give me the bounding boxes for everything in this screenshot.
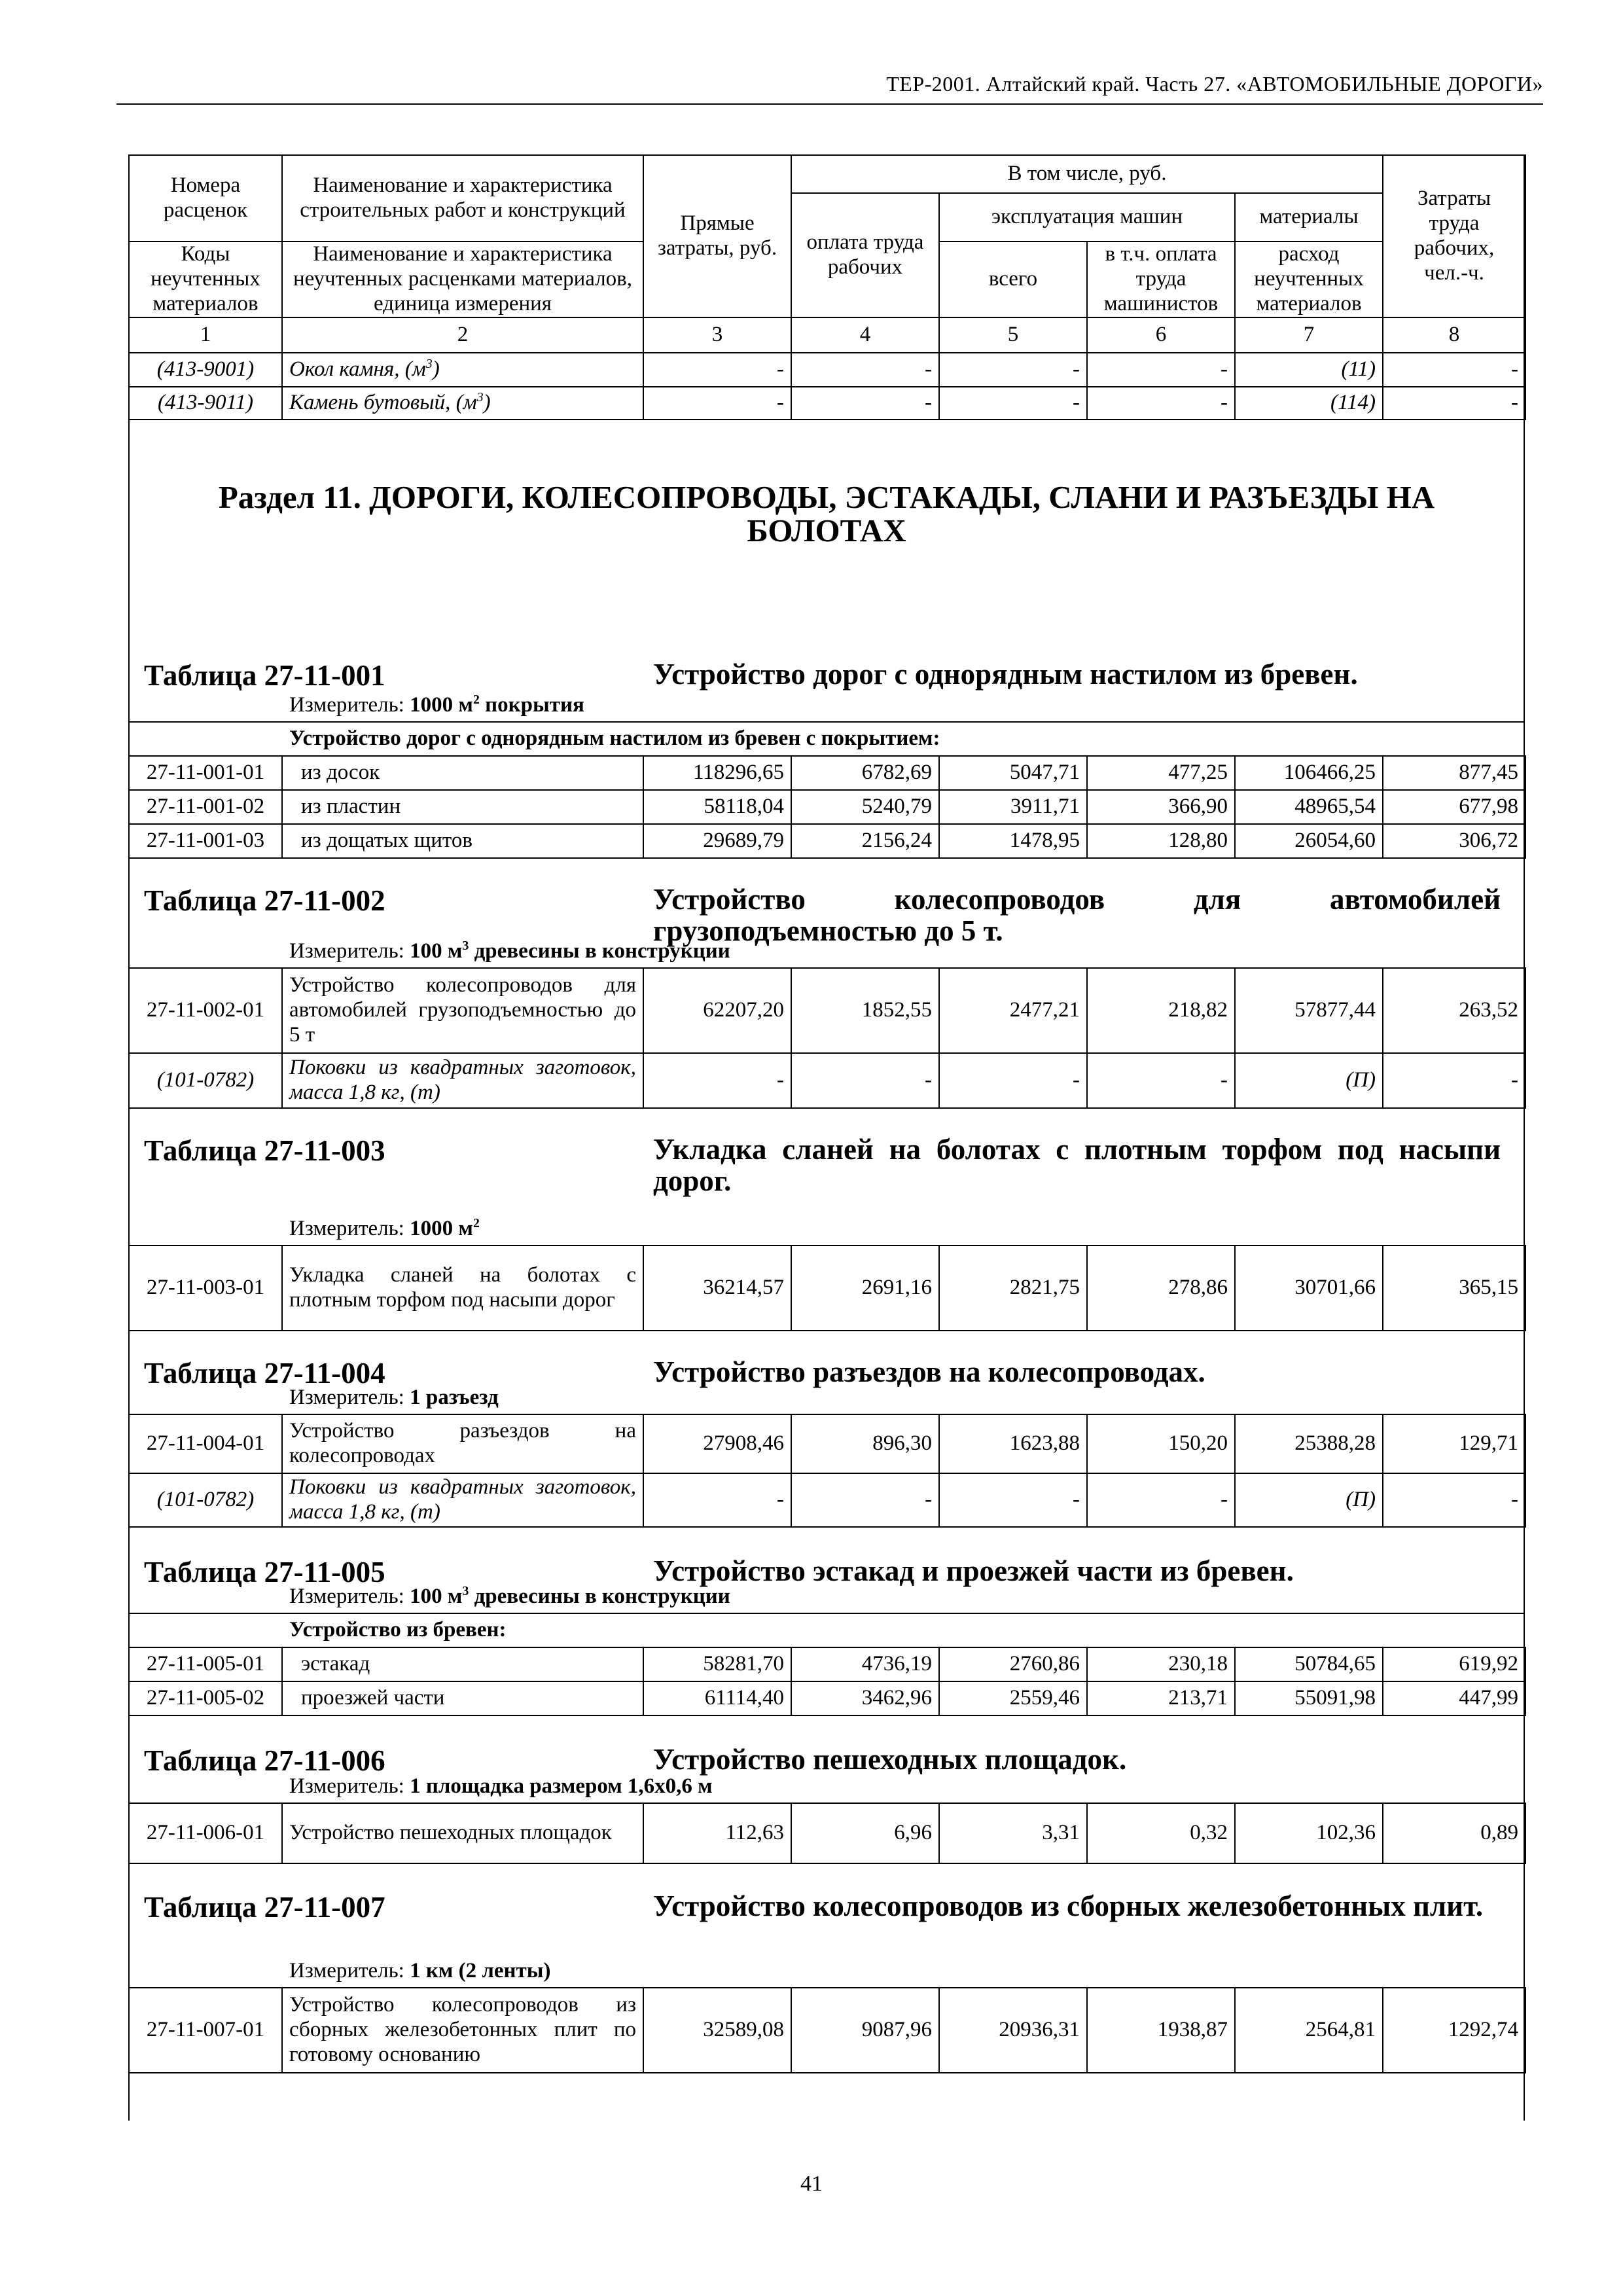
table-27-11-002 [128,967,1526,1109]
table-row [129,387,1525,420]
table-27-11-004 [128,1414,1526,1528]
table-row [129,968,1525,1053]
col-number: 4 [791,317,939,353]
table-subheading: Устройство из бревен: [130,1614,1524,1648]
cell-operators: - [1087,353,1235,387]
table-unit: Измеритель: 1 разъезд [289,1385,499,1409]
cell-direct: 29689,79 [643,824,791,858]
cell-operators: 218,82 [1087,968,1235,1053]
material-code: (413-9011) [129,387,282,420]
material-code: (101-0782) [129,1053,282,1108]
col-number: 6 [1087,317,1235,353]
table-description: Устройство дорог с однорядным настилом из бревен. [653,657,1358,691]
table-row [129,1053,1525,1108]
table-description: Устройство разъездов на колесопроводах. [653,1355,1205,1388]
rate-name: Укладка сланей на болотах с плотным торфом под насыпи дорог [282,1246,643,1331]
col-incl-header: В том числе, руб. [791,155,1383,193]
table-row [129,1988,1525,2073]
table-number: Таблица 27-11-007 [144,1890,385,1924]
material-name: Окол камня, $(м^3)$ [282,353,643,387]
col-number: 1 [129,317,282,353]
cell-labor: 2691,16 [791,1246,939,1331]
col-codes-header: Номера расценок [129,155,282,242]
table-row [129,756,1525,790]
cell-materials: 30701,66 [1235,1246,1383,1331]
rate-name: проезжей части [282,1681,643,1715]
col-number: 8 [1383,317,1525,353]
material-name: Поковки из квадратных заготовок, масса 1,8 кг, (т) [282,1053,643,1108]
cell-machines: 1478,95 [939,824,1087,858]
column-header-table [128,154,1526,420]
table-number: Таблица 27-11-004 [144,1356,385,1390]
material-code: (101-0782) [129,1473,282,1527]
table-description: Устройство эстакад и проезжей части из бревен. [653,1554,1294,1587]
rate-code: 27-11-001-03 [129,824,282,858]
cell-materials: 106466,25 [1235,756,1383,790]
cell-direct: 58281,70 [643,1647,791,1681]
cell-hours: - [1383,1053,1525,1108]
cell-labor: 6782,69 [791,756,939,790]
page-number: 41 [800,2172,823,2196]
cell-machines: - [939,1053,1087,1108]
cell-materials: (11) [1235,353,1383,387]
cell-labor: 9087,96 [791,1988,939,2073]
cell-hours: 619,92 [1383,1647,1525,1681]
cell-materials: 57877,44 [1235,968,1383,1053]
col-number: 3 [643,317,791,353]
cell-direct: 61114,40 [643,1681,791,1715]
cell-materials: 48965,54 [1235,790,1383,824]
rate-code: 27-11-004-01 [129,1414,282,1473]
cell-machines: 3911,71 [939,790,1087,824]
cell-materials: (П) [1235,1053,1383,1108]
cell-hours: 365,15 [1383,1246,1525,1331]
cell-labor: 6,96 [791,1803,939,1863]
cell-materials: 50784,65 [1235,1647,1383,1681]
material-name: Поковки из квадратных заготовок, масса 1,8 кг, (т) [282,1473,643,1527]
col-labor-header: оплата труда рабочих [791,193,939,317]
col-hours-header: Затраты труда рабочих, чел.-ч. [1383,155,1525,317]
table-row [129,1647,1525,1681]
table-27-11-005-heading [130,1526,1524,1614]
rate-name: Устройство колесопроводов для автомобилей грузоподъемностью до 5 т [282,968,643,1053]
table-description: Устройство пешеходных площадок. [653,1742,1127,1776]
running-header [116,69,1543,105]
table-unit: Измеритель: 1000 $м^2$ покрытия [289,692,584,717]
cell-direct: - [643,387,791,420]
rate-name: эстакад [282,1647,643,1681]
rate-name: из досок [282,756,643,790]
rate-code: 27-11-007-01 [129,1988,282,2073]
cell-operators: 150,20 [1087,1414,1235,1473]
cell-direct: - [643,353,791,387]
cell-labor: 3462,96 [791,1681,939,1715]
col-number: 2 [282,317,643,353]
rate-name: Устройство разъездов на колесопроводах [282,1414,643,1473]
col-mat-codes-header: Коды неучтенных материалов [129,242,282,317]
section-title: Раздел 11. ДОРОГИ, КОЛЕСОПРОВОДЫ, ЭСТАКАДЫ, СЛАНИ И РАЗЪЕЗДЫ НА БОЛОТАХ [218,478,1435,549]
cell-machines: 2559,46 [939,1681,1087,1715]
material-name: Камень бутовый, $(м^3)$ [282,387,643,420]
cell-materials: 55091,98 [1235,1681,1383,1715]
cell-materials: (114) [1235,387,1383,420]
cell-materials: 25388,28 [1235,1414,1383,1473]
rate-code: 27-11-001-01 [129,756,282,790]
cell-labor: - [791,1053,939,1108]
col-number: 5 [939,317,1087,353]
cell-machines: 2760,86 [939,1647,1087,1681]
cell-materials: (П) [1235,1473,1383,1527]
cell-hours: 263,52 [1383,968,1525,1053]
table-27-11-001-heading [130,656,1524,723]
table-unit: Измеритель: 1000 $м^2$ [289,1215,480,1240]
cell-labor: 4736,19 [791,1647,939,1681]
table-27-11-007 [128,1987,1526,2073]
table-27-11-007-heading [130,1863,1524,1988]
rate-name: из пластин [282,790,643,824]
table-27-11-006 [128,1803,1526,1864]
col-materials-unacc-header: расход неучтенных материалов [1235,242,1383,317]
rate-name: Устройство пешеходных площадок [282,1803,643,1863]
table-row [129,1414,1525,1473]
cell-direct: - [643,1053,791,1108]
cell-operators: - [1087,1473,1235,1527]
cell-hours: 877,45 [1383,756,1525,790]
table-row [129,824,1525,858]
col-machines-header: эксплуатация машин [939,193,1235,242]
section-heading [130,420,1524,656]
cell-hours: 129,71 [1383,1414,1525,1473]
cell-machines: 1623,88 [939,1414,1087,1473]
col-mat-names-header: Наименование и характеристика неучтенных расценками материалов, единица измерения [282,242,643,317]
cell-hours: - [1383,387,1525,420]
rate-code: 27-11-002-01 [129,968,282,1053]
cell-labor: 1852,55 [791,968,939,1053]
rates-sheet [128,154,1525,2121]
cell-hours: 447,99 [1383,1681,1525,1715]
cell-machines: - [939,353,1087,387]
cell-direct: 58118,04 [643,790,791,824]
cell-machines: 20936,31 [939,1988,1087,2073]
table-27-11-002-heading [130,857,1524,969]
table-27-11-005 [128,1647,1526,1716]
table-27-11-003 [128,1245,1526,1331]
rate-name: Устройство колесопроводов из сборных железобетонных плит по готовому основанию [282,1988,643,2073]
cell-hours: 0,89 [1383,1803,1525,1863]
cell-direct: 36214,57 [643,1246,791,1331]
cell-labor: 896,30 [791,1414,939,1473]
rate-code: 27-11-006-01 [129,1803,282,1863]
table-number: Таблица 27-11-006 [144,1744,385,1777]
table-unit: Измеритель: 100 $м^3$ древесины в конструкции [289,1583,730,1608]
table-unit: Измеритель: 1 км (2 ленты) [289,1958,551,1982]
cell-materials: 26054,60 [1235,824,1383,858]
cell-hours: - [1383,1473,1525,1527]
col-materials-header: материалы [1235,193,1383,242]
table-27-11-006-heading [130,1715,1524,1804]
cell-direct: 27908,46 [643,1414,791,1473]
table-number: Таблица 27-11-001 [144,658,385,692]
cell-machines: - [939,1473,1087,1527]
table-subheading: Устройство дорог с однорядным настилом из бревен с покрытием: [130,723,1524,757]
cell-direct: 112,63 [643,1803,791,1863]
cell-hours: 1292,74 [1383,1988,1525,2073]
rate-code: 27-11-003-01 [129,1246,282,1331]
cell-operators: - [1087,1053,1235,1108]
cell-operators: 213,71 [1087,1681,1235,1715]
table-27-11-003-heading [130,1107,1524,1246]
col-direct-header: Прямые затраты, руб. [643,155,791,317]
header-title: ТЕР-2001. Алтайский край. Часть 27. «АВТОМОБИЛЬНЫЕ ДОРОГИ» [886,72,1543,96]
cell-hours: 306,72 [1383,824,1525,858]
cell-labor: - [791,1473,939,1527]
table-row [129,1681,1525,1715]
cell-operators: - [1087,387,1235,420]
cell-machines: 2821,75 [939,1246,1087,1331]
cell-machines: - [939,387,1087,420]
cell-hours: 677,98 [1383,790,1525,824]
table-unit: Измеритель: 100 $м^3$ древесины в конструкции [289,938,730,963]
cell-operators: 0,32 [1087,1803,1235,1863]
cell-machines: 5047,71 [939,756,1087,790]
cell-operators: 477,25 [1087,756,1235,790]
col-machines-total-header: всего [939,242,1087,317]
col-number: 7 [1235,317,1383,353]
table-number: Таблица 27-11-003 [144,1134,385,1167]
table-description: Укладка сланей на болотах с плотным торфом под насыпи дорог. [653,1132,1501,1198]
table-row [129,353,1525,387]
table-description: Устройство колесопроводов для автомобилей грузоподъемностью до 5 т. [653,882,1501,948]
cell-direct: - [643,1473,791,1527]
table-number: Таблица 27-11-002 [144,884,385,917]
table-row [129,1473,1525,1527]
cell-labor: - [791,387,939,420]
cell-operators: 366,90 [1087,790,1235,824]
cell-direct: 62207,20 [643,968,791,1053]
rate-code: 27-11-005-02 [129,1681,282,1715]
cell-labor: 5240,79 [791,790,939,824]
cell-machines: 3,31 [939,1803,1087,1863]
cell-operators: 278,86 [1087,1246,1235,1331]
table-27-11-001 [128,755,1526,859]
cell-operators: 128,80 [1087,824,1235,858]
material-code: (413-9001) [129,353,282,387]
cell-hours: - [1383,353,1525,387]
table-27-11-004-heading [130,1330,1524,1415]
cell-labor: - [791,353,939,387]
cell-machines: 2477,21 [939,968,1087,1053]
cell-materials: 2564,81 [1235,1988,1383,2073]
cell-operators: 230,18 [1087,1647,1235,1681]
cell-materials: 102,36 [1235,1803,1383,1863]
table-row [129,1803,1525,1863]
col-names-header: Наименование и характеристика строительных работ и конструкций [282,155,643,242]
table-unit: Измеритель: 1 площадка размером 1,6х0,6 м [289,1774,713,1798]
table-row [129,1246,1525,1331]
cell-labor: 2156,24 [791,824,939,858]
rate-name: из дощатых щитов [282,824,643,858]
cell-operators: 1938,87 [1087,1988,1235,2073]
table-description: Устройство колесопроводов из сборных железобетонных плит. [653,1889,1484,1922]
rate-code: 27-11-005-01 [129,1647,282,1681]
cell-direct: 118296,65 [643,756,791,790]
table-number: Таблица 27-11-005 [144,1555,385,1588]
col-machines-ops-header: в т.ч. оплата труда машинистов [1087,242,1235,317]
table-row [129,790,1525,824]
rate-code: 27-11-001-02 [129,790,282,824]
cell-direct: 32589,08 [643,1988,791,2073]
